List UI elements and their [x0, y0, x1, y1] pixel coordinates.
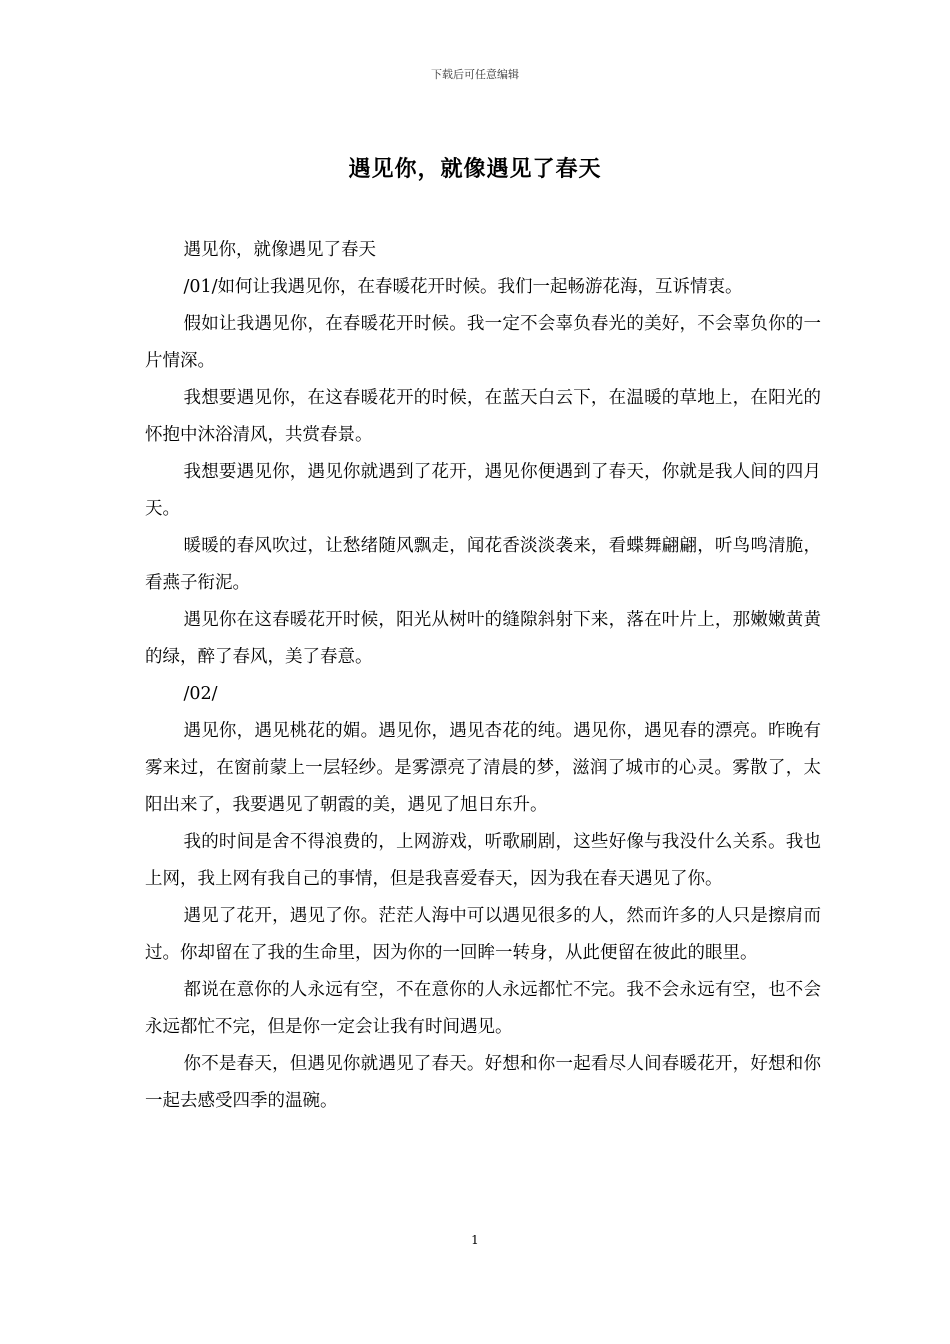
paragraph: 我想要遇见你，在这春暖花开的时候，在蓝天白云下，在温暖的草地上，在阳光的怀抱中沐浴清风，共赏春景。	[145, 388, 821, 445]
page-number: 1	[471, 1233, 479, 1247]
paragraph: 都说在意你的人永远有空，不在意你的人永远都忙不完。我不会永远有空，也不会永远都忙不完，但是你一定会让我有时间遇见。	[145, 980, 821, 1037]
header-note: 下载后可任意编辑	[431, 68, 519, 81]
paragraph: /01/如何让我遇见你，在春暖花开时候。我们一起畅游花海，互诉情衷。	[183, 277, 743, 297]
paragraph: 遇见你，就像遇见了春天	[183, 240, 376, 260]
paragraph: 遇见你在这春暖花开时候，阳光从树叶的缝隙斜射下来，落在叶片上，那嫩嫩黄黄的绿，醉了春风，美了春意。	[145, 610, 821, 667]
document-title: 遇见你，就像遇见了春天	[348, 156, 602, 182]
paragraph: 暖暖的春风吹过，让愁绪随风飘走，闻花香淡淡袭来，看蝶舞翩翩，听鸟鸣清脆，看燕子衔泥。	[145, 536, 821, 593]
paragraph: 我想要遇见你，遇见你就遇到了花开，遇见你便遇到了春天，你就是我人间的四月天。	[145, 462, 821, 519]
paragraph: 遇见你，遇见桃花的媚。遇见你，遇见杏花的纯。遇见你，遇见春的漂亮。昨晚有雾来过，在窗前蒙上一层轻纱。是雾漂亮了清晨的梦，滋润了城市的心灵。雾散了，太阳出来了，我要遇见了朝霞的美，遇见了旭日东升。	[145, 721, 821, 815]
document-body	[145, 232, 821, 1120]
paragraph: 遇见了花开，遇见了你。茫茫人海中可以遇见很多的人，然而许多的人只是擦肩而过。你却留在了我的生命里，因为你的一回眸一转身，从此便留在彼此的眼里。	[145, 906, 821, 963]
paragraph: 你不是春天，但遇见你就遇见了春天。好想和你一起看尽人间春暖花开，好想和你一起去感受四季的温碗。	[145, 1054, 821, 1111]
paragraph: 我的时间是舍不得浪费的，上网游戏，听歌刷剧，这些好像与我没什么关系。我也上网，我上网有我自己的事情，但是我喜爱春天，因为我在春天遇见了你。	[145, 832, 821, 889]
paragraph: /02/	[183, 684, 218, 704]
paragraph: 假如让我遇见你，在春暖花开时候。我一定不会辜负春光的美好，不会辜负你的一片情深。	[145, 314, 821, 371]
